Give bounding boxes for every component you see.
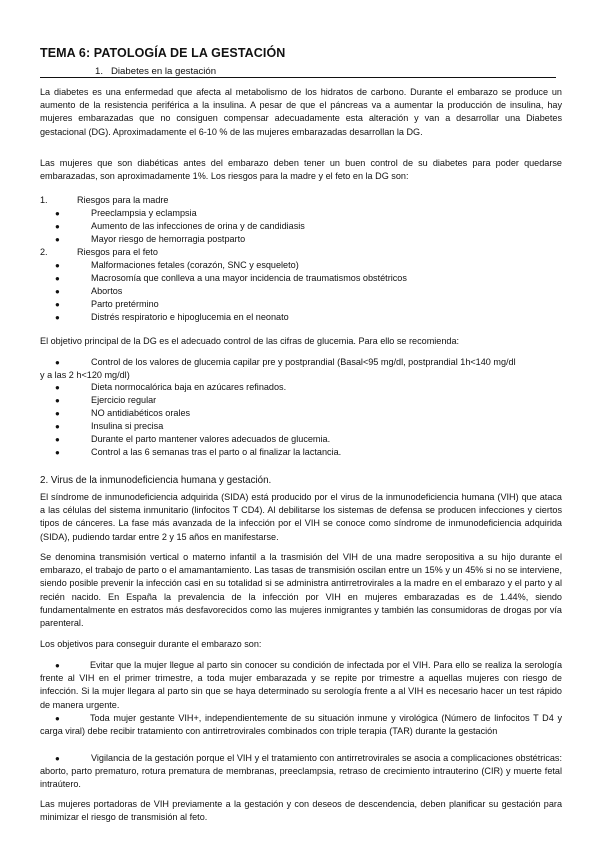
bullet-icon: ●	[55, 209, 60, 218]
objective-text: Vigilancia de la gestación porque el VIH y el tratamiento con antirretrovirales se asocia a complicaciones obstétricas: aborto, parto prematuro, rotura prematura de membranas, preeclampsia, retraso de crecimiento intrauterino (CIR) y muerte fetal intraútero.	[40, 753, 562, 790]
list-item: Ejercicio regular	[91, 395, 157, 405]
bullet-icon: ●	[55, 435, 60, 444]
bullet-icon: ●	[55, 754, 60, 763]
objective-item	[40, 712, 562, 738]
bullet-icon: ●	[55, 235, 60, 244]
bullet-icon: ●	[55, 274, 60, 283]
bullet-icon: ●	[55, 261, 60, 270]
objective-text: Evitar que la mujer llegue al parto sin conocer su condición de infectada por el VIH. Para ello se realiza la serología frente al VIH en el primer trimestre, a toda mujer embarazada y se repite por trimestre a aquellas mujeres con riesgo de infección. Si la mujer llegara al parto sin que se haya determinado su serología frente a al VIH es necesario hacer un test rápido de manera urgente.	[40, 660, 562, 710]
list-item: Preeclampsia y eclampsia	[91, 208, 197, 218]
paragraph-pregestational-diabetes: Las mujeres que son diabéticas antes del embarazo deben tener un buen control de su diabetes para poder quedarse embarazadas, son aproximadamente 1%. Los riesgos para la madre y el feto en la DG son:	[40, 158, 562, 182]
list-item-continuation: y a las 2 h<120 mg/dl)	[40, 370, 130, 380]
bullet-icon: ●	[55, 287, 60, 296]
risks-fetus-heading: Riesgos para el feto	[77, 247, 158, 257]
bullet-icon: ●	[55, 358, 60, 367]
section-1-label: Diabetes en la gestación	[111, 66, 217, 77]
bullet-icon: ●	[55, 422, 60, 431]
list-item: Malformaciones fetales (corazón, SNC y esqueleto)	[91, 260, 299, 270]
paragraph-diabetes-intro: La diabetes es una enfermedad que afecta al metabolismo de los hidratos de carbono. Durante el embarazo se produce un aumento de la resistencia periférica a la insulina. A pesar de que el páncreas va a aumentar la producción de insulina, hay mujeres embarazadas que no consiguen compensar adecuadamente esta alteración y van a desarrollar una Diabetes gestacional (DG). Aproximadamente el 6-10 % de las mujeres embarazadas desarrollan la DG.	[40, 87, 562, 137]
section-1-heading	[95, 66, 216, 77]
bullet-icon: ●	[55, 300, 60, 309]
list-item: Insulina si precisa	[91, 421, 164, 431]
list-item: Macrosomía que conlleva a una mayor incidencia de traumatismos obstétricos	[91, 273, 407, 283]
risks-mother-number: 1.	[40, 195, 48, 205]
list-item: NO antidiabéticos orales	[91, 408, 191, 418]
bullet-icon: ●	[55, 313, 60, 322]
paragraph-planning: Las mujeres portadoras de VIH previamente a la gestación y con deseos de descendencia, deben planificar su gestación para minimizar el riesgo de transmisión al feto.	[40, 799, 562, 823]
paragraph-vertical-transmission: Se denomina transmisión vertical o materno infantil a la trasmisión del VIH de una madre seropositiva a su hijo durante el embarazo, el trabajo de parto o el amamantamiento. Las tasas de transmisión oscilan entre un 15% y un 45% si no se interviene, siendo posible prevenir la infección casi en su totalidad si se administra antirretrovirales a la madre en el embarazo y el parto y al recién nacido. En España la prevalencia de la infección por VIH en mujeres embarazadas es de 1.44%, siendo fundamentalmente en estratos más desfavorecidos como las mujeres inmigrantes y también las consumidoras de drogas por vía parenteral.	[40, 552, 562, 629]
paragraph-glycemia-objective: El objetivo principal de la DG es el adecuado control de las cifras de glucemia. Para ello se recomienda:	[40, 336, 460, 346]
list-item: Control de los valores de glucemia capilar pre y postprandial (Basal<95 mg/dl, postprandial 1h<140 mg/dl	[91, 357, 516, 367]
list-item: Dieta normocalórica baja en azúcares refinados.	[91, 382, 287, 392]
bullet-icon: ●	[55, 409, 60, 418]
section-2-heading: 2. Virus de la inmunodeficiencia humana y gestación.	[40, 475, 272, 486]
list-item: Distrés respiratorio e hipoglucemia en el neonato	[91, 312, 289, 322]
risks-fetus-number: 2.	[40, 247, 48, 257]
list-item: Abortos	[91, 286, 123, 296]
document-title: TEMA 6: PATOLOGÍA DE LA GESTACIÓN	[40, 46, 286, 60]
section-1-number: 1.	[95, 66, 104, 77]
list-item: Durante el parto mantener valores adecuados de glucemia.	[91, 434, 331, 444]
paragraph-objectives-intro: Los objetivos para conseguir durante el embarazo son:	[40, 639, 262, 649]
title-rule	[40, 77, 556, 78]
objective-text: Toda mujer gestante VIH+, independientemente de su situación inmune y virológica (Número de linfocitos T D4 y carga viral) debe recibir tratamiento con antirretrovirales combinados con triple terapia (TAR) durante la gestación	[40, 713, 562, 737]
bullet-icon: ●	[55, 448, 60, 457]
list-item: Aumento de las infecciones de orina y de candidiasis	[91, 221, 305, 231]
bullet-icon: ●	[55, 714, 60, 723]
risks-mother-heading: Riesgos para la madre	[77, 195, 169, 205]
list-item: Mayor riesgo de hemorragia postparto	[91, 234, 246, 244]
bullet-icon: ●	[55, 661, 60, 670]
list-item: Parto pretérmino	[91, 299, 159, 309]
objective-item	[40, 752, 562, 792]
paragraph-sida-intro: El síndrome de inmunodeficiencia adquirida (SIDA) está producido por el virus de la inmunodeficiencia humana (VIH) que ataca a las células del sistema inmunitario (linfocitos T CD4). Al debilitarse los sistemas de defensa se producen infecciones y ciertos tipos de cánceres. La fase más avanzada de la infección por el VIH se conoce como síndrome de inmunodeficiencia adquirida (SIDA), pudiendo tardar entre 2 y 15 años en manifestarse.	[40, 492, 562, 542]
list-item: Control a las 6 semanas tras el parto o al finalizar la lactancia.	[91, 447, 342, 457]
bullet-icon: ●	[55, 383, 60, 392]
bullet-icon: ●	[55, 396, 60, 405]
bullet-icon: ●	[55, 222, 60, 231]
objective-item	[40, 659, 562, 712]
